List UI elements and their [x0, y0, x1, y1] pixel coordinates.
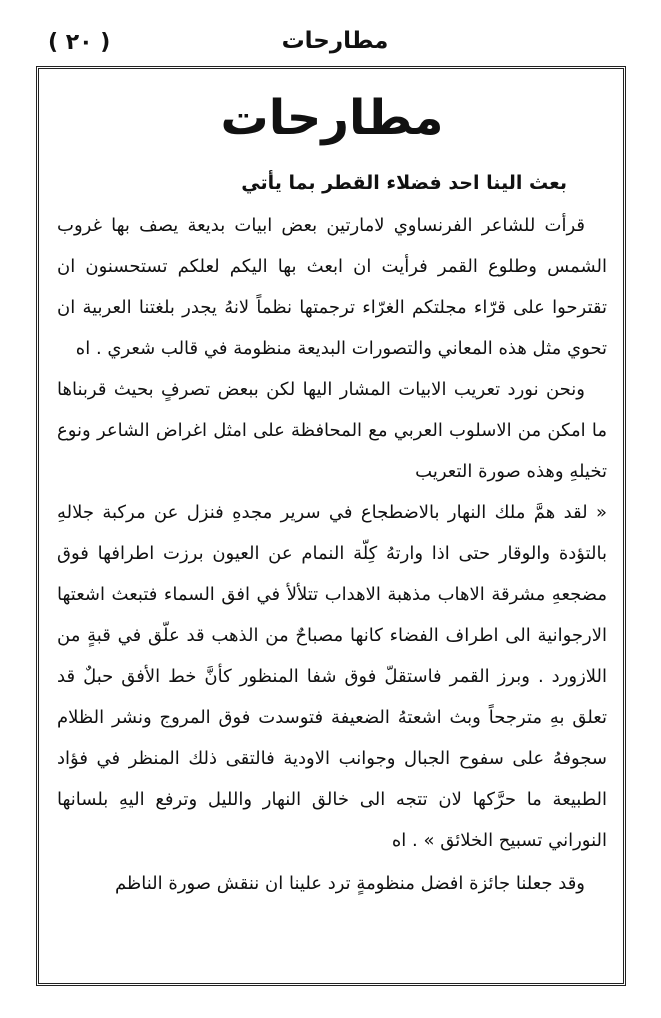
article-intro: بعث الينا احد فضلاء القطر بما يأتي [241, 172, 567, 194]
running-title: مطارحات [281, 28, 389, 54]
article-title: مطارحات [220, 90, 444, 146]
article-body [57, 83, 607, 904]
article-frame [36, 66, 626, 986]
paragraph-editor-note: ونحن نورد تعريب الابيات المشار اليها لكن ببعض تصرفٍ بحيث قربناها ما امكن من الاسلوب العربي مع المحافظة على امثل اغراض الشاعر ونوع تخيلهِ وهذه صورة التعريب [57, 379, 607, 482]
paragraph-prize: وقد جعلنا جائزة افضل منظومةٍ ترد علينا ان ننقش صورة الناظم [114, 873, 585, 894]
paragraph-translation: « لقد همَّ ملك النهار بالاضطجاع في سرير مجدهِ فنزل عن مركبة جلالهِ بالتؤدة والوقار حتى اذا وارتهُ كِلّة النمام عن العيون برزت اطرافها فوق مضجعهِ مشرقة الاهاب مذهبة الاهداب تتلألأ في افق السماء فتبعث اشعتها الارجوانية الى اطراف الفضاء كانها مصباحٌ من الذهب قد علّق في قبةٍ من اللازورد . وبرز القمر فاستقلّ فوق شفا المنظور كأنَّ خط الأفق حبلٌ قد تعلق بهِ مترجحاً وبث اشعتهُ الضعيفة فتوسدت فوق المروج ونشر الظلام سجوفهُ على سفوح الجبال وجوانب الاودية فالتقى ذلك المنظر في فؤاد الطبيعة ما حرَّكها لان تتجه الى خالق النهار والليل وترفع اليهِ بلسانها النوراني تسبيح الخلائق » . اه [57, 502, 607, 851]
running-head [40, 26, 630, 62]
paragraph-request: قرأت للشاعر الفرنساوي لامارتين بعض ابيات بديعة يصف بها غروب الشمس وطلوع القمر فرأيت ان ابعث بها اليكم لعلكم تستحسنون ان تقترحوا على قرّاء مجلتكم الغرّاء ترجمتها نظماً لانهُ يجدر بلغتنا العربية ان تحوي مثل هذه المعاني والتصورات البديعة منظومة في قالب شعري . اه [57, 215, 607, 359]
page-number: ( ٢٠ ) [48, 30, 111, 55]
